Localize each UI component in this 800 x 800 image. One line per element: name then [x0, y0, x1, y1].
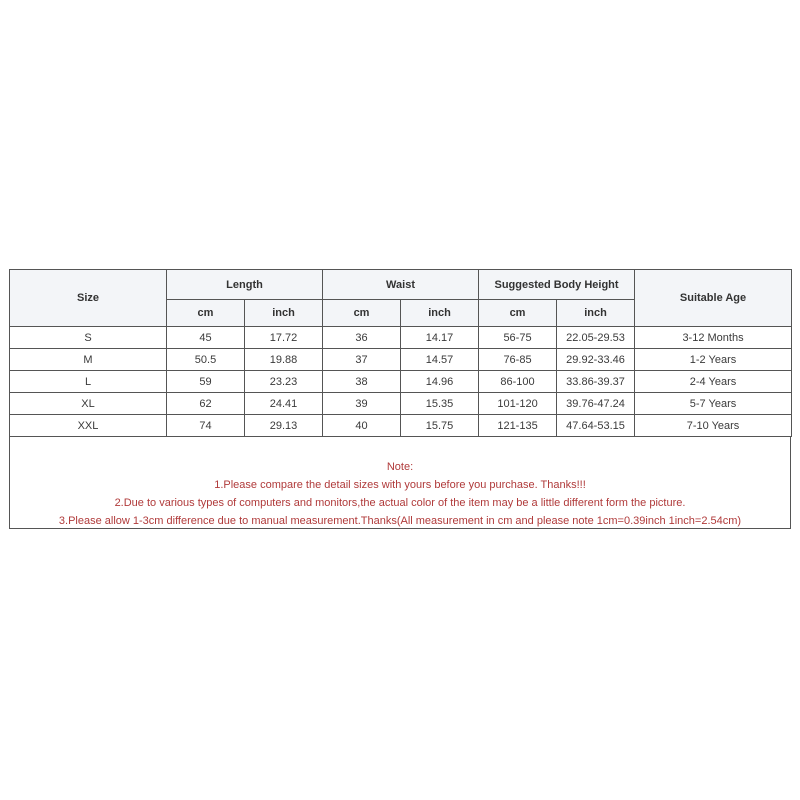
- header-waist: Waist: [323, 270, 479, 300]
- cell-length-cm: 74: [167, 415, 245, 437]
- cell-waist-inch: 14.17: [401, 327, 479, 349]
- size-chart: [9, 269, 791, 529]
- cell-height-inch: 39.76-47.24: [557, 393, 635, 415]
- cell-length-cm: 62: [167, 393, 245, 415]
- cell-waist-cm: 36: [323, 327, 401, 349]
- notes-box: [9, 437, 791, 529]
- cell-height-cm: 76-85: [479, 349, 557, 371]
- cell-height-inch: 22.05-29.53: [557, 327, 635, 349]
- cell-height-cm: 121-135: [479, 415, 557, 437]
- header-size: Size: [10, 270, 167, 327]
- cell-height-inch: 47.64-53.15: [557, 415, 635, 437]
- table-row: [10, 415, 792, 437]
- cell-length-inch: 17.72: [245, 327, 323, 349]
- cell-waist-cm: 38: [323, 371, 401, 393]
- cell-length-cm: 59: [167, 371, 245, 393]
- table-header-row: [10, 270, 792, 300]
- cell-height-cm: 101-120: [479, 393, 557, 415]
- cell-waist-cm: 40: [323, 415, 401, 437]
- subheader-length-cm: cm: [167, 300, 245, 327]
- cell-age: 2-4 Years: [635, 371, 792, 393]
- subheader-length-inch: inch: [245, 300, 323, 327]
- note-line: 2.Due to various types of computers and monitors,the actual color of the item may be a little different form the picture.: [114, 497, 686, 509]
- cell-age: 1-2 Years: [635, 349, 792, 371]
- subheader-height-cm: cm: [479, 300, 557, 327]
- cell-length-inch: 24.41: [245, 393, 323, 415]
- cell-waist-inch: 15.75: [401, 415, 479, 437]
- cell-waist-cm: 37: [323, 349, 401, 371]
- cell-waist-inch: 14.96: [401, 371, 479, 393]
- cell-length-inch: 23.23: [245, 371, 323, 393]
- cell-length-inch: 19.88: [245, 349, 323, 371]
- table-row: [10, 393, 792, 415]
- cell-size: L: [10, 371, 167, 393]
- header-suitable-age: Suitable Age: [635, 270, 792, 327]
- note-line: 1.Please compare the detail sizes with yours before you purchase. Thanks!!!: [214, 479, 586, 491]
- cell-size: XXL: [10, 415, 167, 437]
- cell-height-cm: 56-75: [479, 327, 557, 349]
- cell-length-cm: 50.5: [167, 349, 245, 371]
- subheader-height-inch: inch: [557, 300, 635, 327]
- cell-height-cm: 86-100: [479, 371, 557, 393]
- table-row: [10, 327, 792, 349]
- cell-waist-inch: 14.57: [401, 349, 479, 371]
- cell-length-inch: 29.13: [245, 415, 323, 437]
- table-row: [10, 349, 792, 371]
- table-row: [10, 371, 792, 393]
- size-table: [9, 269, 792, 437]
- subheader-waist-cm: cm: [323, 300, 401, 327]
- cell-age: 3-12 Months: [635, 327, 792, 349]
- cell-waist-cm: 39: [323, 393, 401, 415]
- header-body-height: Suggested Body Height: [479, 270, 635, 300]
- cell-height-inch: 33.86-39.37: [557, 371, 635, 393]
- subheader-waist-inch: inch: [401, 300, 479, 327]
- cell-waist-inch: 15.35: [401, 393, 479, 415]
- notes-title: Note:: [386, 461, 414, 473]
- cell-size: XL: [10, 393, 167, 415]
- cell-length-cm: 45: [167, 327, 245, 349]
- cell-height-inch: 29.92-33.46: [557, 349, 635, 371]
- cell-age: 7-10 Years: [635, 415, 792, 437]
- cell-size: M: [10, 349, 167, 371]
- note-line: 3.Please allow 1-3cm difference due to manual measurement.Thanks(All measurement in cm and please note 1cm=0.39inch 1inch=2.54cm): [58, 515, 742, 527]
- cell-age: 5-7 Years: [635, 393, 792, 415]
- cell-size: S: [10, 327, 167, 349]
- header-length: Length: [167, 270, 323, 300]
